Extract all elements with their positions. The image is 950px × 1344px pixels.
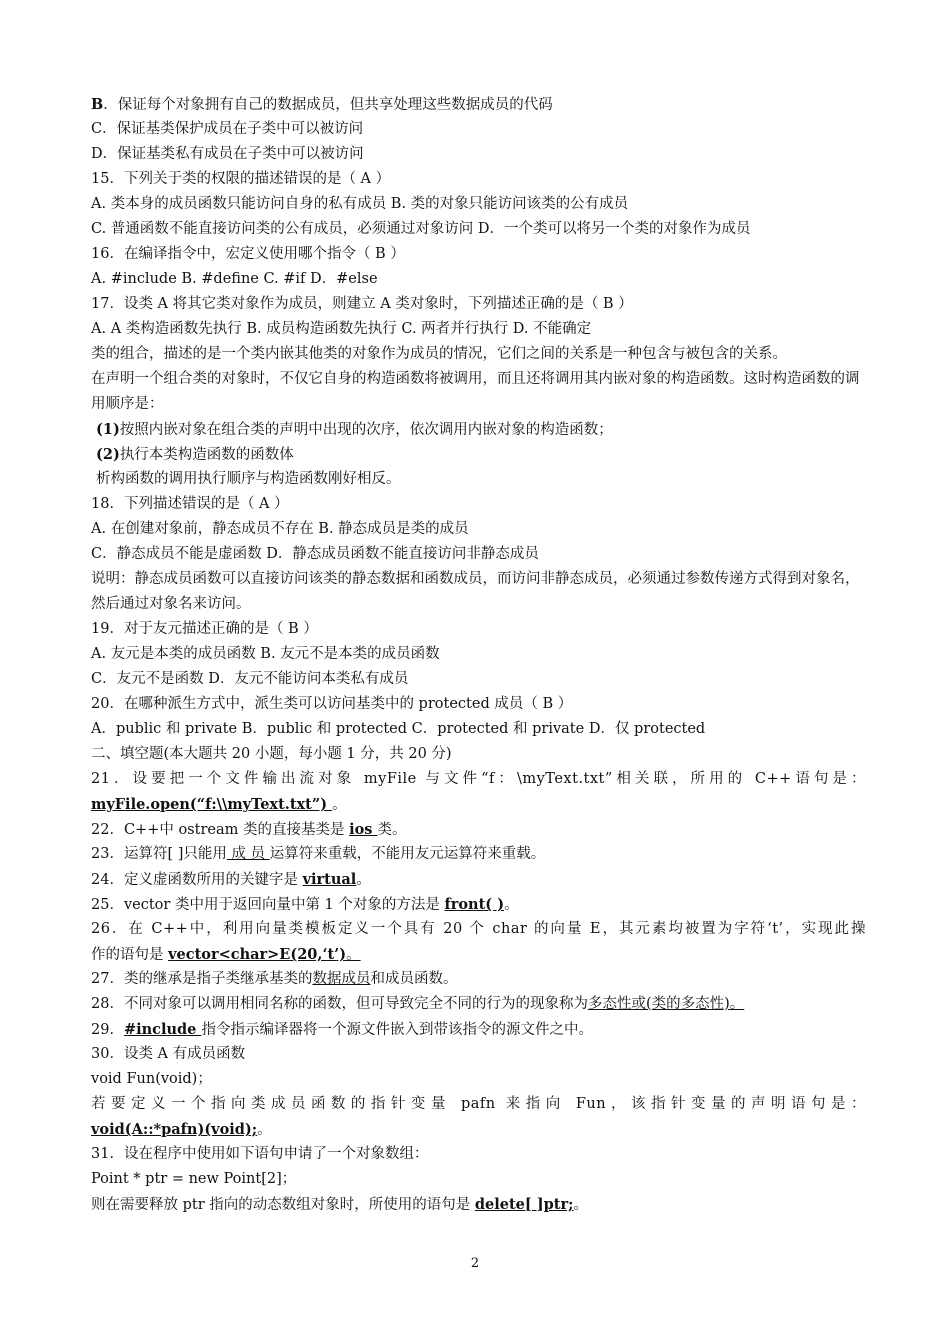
- question-24: [91, 867, 866, 892]
- section-heading: 二、填空题(本大题共 20 小题，每小题 1 分，共 20 分): [91, 746, 452, 762]
- option-letter: B: [91, 96, 104, 113]
- question-text: 27．类的继承是指子类继承基类的: [91, 971, 313, 987]
- question-17: 17．设类 A 将其它类对象作为成员，则建立 A 类对象时，下列描述正确的是（ B ）: [91, 296, 633, 312]
- question-31-code: Point * ptr = new Point[2]；: [91, 1171, 297, 1187]
- question-25: [91, 892, 866, 917]
- question-26: 26．在 C++中，利用向量类模板定义一个具有 20 个 char 的向量 E，其元素均被置为字符‘t’，实现此操: [91, 921, 866, 937]
- question-22: [91, 817, 866, 842]
- answer-text: 数据成员: [312, 971, 371, 987]
- question-text-end: 。: [356, 872, 371, 888]
- answer-text: delete[ ]ptr;: [474, 1196, 574, 1213]
- question-30: 30．设类 A 有成员函数: [91, 1046, 246, 1062]
- question-18-options-ab: A. 在创建对象前，静态成员不存在 B. 静态成员是类的成员: [91, 521, 469, 537]
- answer-text: myFile.open(“f:\\myText.txt”): [91, 796, 333, 813]
- answer-text: ios: [349, 821, 378, 838]
- question-text: 22．C++中 ostream 类的直接基类是: [91, 822, 350, 838]
- explanation-paragraph-4: 说明：静态成员函数可以直接访问该类的静态数据和函数成员，而访问非静态成员，必须通过参数传递方式得到对象名，然后通过对象名来访问。: [91, 571, 860, 612]
- question-text: 则在需要释放 ptr 指向的动态数组对象时，所使用的语句是: [91, 1197, 475, 1213]
- option-text: ．保证每个对象拥有自己的数据成员，但共享处理这些数据成员的代码: [103, 97, 553, 113]
- question-20: 20．在哪种派生方式中，派生类可以访问基类中的 protected 成员（ B ）: [91, 696, 573, 712]
- question-text-end: 类。: [377, 822, 407, 838]
- answer-text: front( ): [444, 896, 505, 913]
- question-text: 25．vector 类中用于返回向量中第 1 个对象的方法是: [91, 897, 445, 913]
- question-23: [91, 842, 866, 867]
- question-28: [91, 992, 866, 1017]
- item-number: (1): [96, 421, 120, 438]
- question-15: 15．下列关于类的权限的描述错误的是（ A ）: [91, 171, 391, 187]
- explanation-paragraph-2: 在声明一个组合类的对象时，不仅它自身的构造函数将被调用，而且还将调用其内嵌对象的构造函数。这时构造函数的调用顺序是：: [91, 371, 860, 412]
- line-end: 。: [257, 1122, 272, 1138]
- question-21: 21．设要把一个文件输出流对象 myFile 与文件“f：\myText.txt”相关联，所用的 C++语句是：: [91, 771, 866, 787]
- question-21-answer-line: [91, 792, 866, 817]
- answer-text: virtual: [302, 871, 357, 888]
- question-text: 24．定义虚函数所用的关键字是: [91, 872, 303, 888]
- explanation-item-2: [91, 442, 866, 467]
- question-number: 29．: [91, 1022, 124, 1038]
- question-30-code: void Fun(void)；: [91, 1071, 212, 1087]
- question-30-prompt: 若要定义一个指向类成员函数的指针变量 pafn 来指向 Fun，该指针变量的声明语句是：: [91, 1096, 866, 1112]
- question-19-options-cd: C．友元不是函数 D．友元不能访问本类私有成员: [91, 671, 409, 687]
- question-30-answer-line: [91, 1117, 866, 1142]
- question-text: 23．运算符[ ]只能用: [91, 846, 227, 862]
- question-31: 31．设在程序中使用如下语句申请了一个对象数组：: [91, 1146, 429, 1162]
- question-29: [91, 1017, 866, 1042]
- option-b-line: [91, 92, 866, 117]
- question-text-end: 和成员函数。: [370, 971, 458, 987]
- question-text-end: 。: [573, 1197, 588, 1213]
- answer-text: 成 员: [226, 846, 270, 862]
- answer-text: 多态性或(类的多态性)。: [587, 996, 745, 1012]
- question-26-answer-line: [91, 942, 866, 967]
- question-text-end: 指令指示编译器将一个源文件嵌入到带该指令的源文件之中。: [201, 1022, 593, 1038]
- question-text: 28．不同对象可以调用相同名称的函数，但可导致完全不同的行为的现象称为: [91, 996, 588, 1012]
- question-31-answer-line: [91, 1192, 866, 1217]
- question-text-end: 运算符来重载，不能用友元运算符来重载。: [269, 846, 546, 862]
- question-text: 作的语句是: [91, 947, 169, 963]
- item-number: (2): [96, 446, 120, 463]
- line-end: 。: [332, 797, 347, 813]
- question-27: [91, 967, 866, 992]
- answer-text: vector<char>E(20,‘t’): [168, 946, 347, 963]
- page-number: 2: [470, 1256, 480, 1271]
- question-18-options-cd: C．静态成员不能是虚函数 D．静态成员函数不能直接访问非静态成员: [91, 546, 539, 562]
- question-18: 18．下列描述错误的是（ A ）: [91, 496, 289, 512]
- option-d-line: D．保证基类私有成员在子类中可以被访问: [91, 146, 364, 162]
- question-15-options-cd: C. 普通函数不能直接访问类的公有成员，必须通过对象访问 D．一个类可以将另一个类的对象作为成员: [91, 221, 751, 237]
- document-page: [91, 92, 866, 1217]
- question-16: 16．在编译指令中，宏定义使用哪个指令（ B ）: [91, 246, 405, 262]
- question-19-options-ab: A. 友元是本类的成员函数 B. 友元不是本类的成员函数: [91, 646, 440, 662]
- item-text: 执行本类构造函数的函数体: [119, 447, 294, 463]
- question-20-options: A．public 和 private B．public 和 protected C．protected 和 private D．仅 protected: [91, 721, 706, 737]
- explanation-item-1: [91, 417, 866, 442]
- answer-text: void(A::*pafn)(void);: [91, 1121, 258, 1138]
- question-text-end: 。: [346, 947, 361, 963]
- question-text-end: 。: [504, 897, 519, 913]
- option-c-line: C．保证基类保护成员在子类中可以被访问: [91, 121, 364, 137]
- explanation-paragraph-1: 类的组合，描述的是一个类内嵌其他类的对象作为成员的情况，它们之间的关系是一种包含与被包含的关系。: [91, 346, 787, 362]
- question-19: 19．对于友元描述正确的是（ B ）: [91, 621, 318, 637]
- item-text: 按照内嵌对象在组合类的声明中出现的次序，依次调用内嵌对象的构造函数；: [119, 422, 613, 438]
- explanation-paragraph-3: 析构函数的调用执行顺序与构造函数刚好相反。: [96, 471, 401, 487]
- question-17-options: A. A 类构造函数先执行 B. 成员构造函数先执行 C. 两者并行执行 D. 不能确定: [91, 321, 592, 337]
- question-15-options-ab: A. 类本身的成员函数只能访问自身的私有成员 B. 类的对象只能访问该类的公有成员: [91, 196, 629, 212]
- answer-text: #include: [123, 1021, 202, 1038]
- question-16-options: A. #include B. #define C. #if D．#else: [91, 271, 378, 287]
